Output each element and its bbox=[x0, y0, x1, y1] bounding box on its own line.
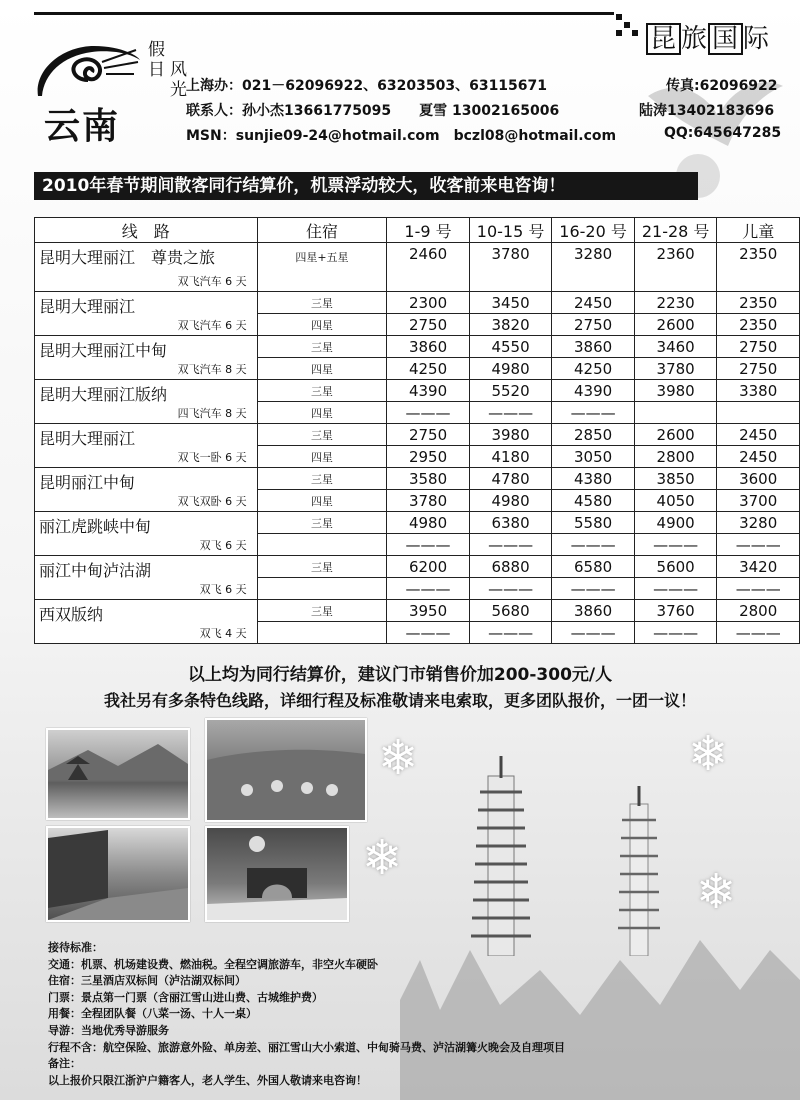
table-header-3: 10-15 号 bbox=[469, 218, 552, 243]
price-cell: 2350 bbox=[717, 243, 800, 292]
msn-contacts: MSN：sunjie09-24@hotmail.com bczl08@hotmail.com bbox=[186, 128, 617, 144]
brand-dots-icon bbox=[614, 12, 644, 42]
route-transport: 双飞 4 天 bbox=[199, 627, 247, 640]
price-cell: 3780 bbox=[387, 490, 470, 512]
price-cell: 2850 bbox=[552, 424, 635, 446]
price-cell: 3450 bbox=[469, 292, 552, 314]
price-cell bbox=[717, 402, 800, 424]
price-cell: 3860 bbox=[552, 600, 635, 622]
price-cell: 2450 bbox=[717, 446, 800, 468]
snowflake-icon: ❄ bbox=[696, 864, 737, 920]
route-name: 昆明大理丽江 bbox=[39, 297, 136, 316]
price-cell: 2800 bbox=[634, 446, 717, 468]
price-cell: 4980 bbox=[469, 490, 552, 512]
brand-char: 昆 bbox=[646, 23, 681, 55]
price-cell: ——— bbox=[552, 534, 635, 556]
price-cell: 5600 bbox=[634, 556, 717, 578]
price-cell: ——— bbox=[469, 534, 552, 556]
price-cell: 4780 bbox=[469, 468, 552, 490]
price-cell: 2450 bbox=[717, 424, 800, 446]
table-header-1: 住宿 bbox=[257, 218, 387, 243]
route-cell bbox=[35, 336, 258, 380]
retail-price-note: 以上均为同行结算价，建议门市销售价加200-300元/人 bbox=[187, 665, 613, 685]
brand-char: 国 bbox=[708, 23, 743, 55]
service-terms bbox=[48, 940, 565, 1089]
price-cell: 3700 bbox=[717, 490, 800, 512]
terms-line: 备注： bbox=[48, 1057, 81, 1071]
price-cell: ——— bbox=[717, 622, 800, 644]
price-cell: 2950 bbox=[387, 446, 470, 468]
table-row bbox=[35, 600, 800, 622]
price-cell: 2750 bbox=[552, 314, 635, 336]
price-cell bbox=[634, 402, 717, 424]
terms-line: 导游：当地优秀导游服务 bbox=[48, 1023, 169, 1037]
route-transport: 双飞汽车 6 天 bbox=[177, 319, 247, 332]
price-cell: ——— bbox=[469, 578, 552, 600]
table-row bbox=[35, 556, 800, 578]
route-transport: 双飞 6 天 bbox=[199, 583, 247, 596]
price-cell: 3950 bbox=[387, 600, 470, 622]
table-header-6: 儿童 bbox=[717, 218, 800, 243]
price-cell: 3460 bbox=[634, 336, 717, 358]
price-cell: 3380 bbox=[717, 380, 800, 402]
accommodation-cell: 四星 bbox=[257, 314, 387, 336]
accommodation-cell: 四星 bbox=[257, 358, 387, 380]
route-name: 昆明大理丽江 尊贵之旅 bbox=[39, 248, 216, 267]
photo-pavilion-lake bbox=[46, 728, 190, 820]
brand-char: 旅 bbox=[681, 24, 709, 54]
snowflake-icon: ❄ bbox=[378, 730, 419, 786]
price-cell: 6880 bbox=[469, 556, 552, 578]
table-row bbox=[35, 336, 800, 358]
price-cell: 2360 bbox=[634, 243, 717, 292]
price-cell: 2750 bbox=[387, 424, 470, 446]
price-cell: 2460 bbox=[387, 243, 470, 292]
route-name: 丽江虎跳峡中甸 bbox=[39, 517, 152, 536]
price-cell: 3050 bbox=[552, 446, 635, 468]
price-cell: ——— bbox=[717, 534, 800, 556]
table-row bbox=[35, 512, 800, 534]
table-row bbox=[35, 468, 800, 490]
price-cell: 3760 bbox=[634, 600, 717, 622]
accommodation-cell: 四星 bbox=[257, 490, 387, 512]
logo-tagline-1: 假日 bbox=[148, 40, 165, 80]
accommodation-cell bbox=[257, 534, 387, 556]
price-cell: 4980 bbox=[387, 512, 470, 534]
route-name: 西双版纳 bbox=[39, 605, 104, 624]
route-transport: 双飞双卧 6 天 bbox=[177, 495, 247, 508]
terms-line: 住宿：三星酒店双标间（泸沽湖双标间） bbox=[48, 974, 246, 988]
accommodation-cell: 三星 bbox=[257, 336, 387, 358]
accommodation-cell: 三星 bbox=[257, 556, 387, 578]
fax-number: 传真:62096922 bbox=[666, 78, 778, 94]
terms-line: 行程不含：航空保险、旅游意外险、单房差、丽江雪山大小索道、中甸骑马费、泸沽湖篝火晚会及自理项目 bbox=[48, 1040, 565, 1054]
snowflake-icon: ❄ bbox=[362, 830, 403, 886]
price-cell: ——— bbox=[634, 534, 717, 556]
price-cell: 5580 bbox=[552, 512, 635, 534]
route-transport: 四飞汽车 8 天 bbox=[177, 407, 247, 420]
price-cell: ——— bbox=[634, 622, 717, 644]
price-cell: 2230 bbox=[634, 292, 717, 314]
accommodation-cell: 四星 bbox=[257, 402, 387, 424]
price-cell: 2450 bbox=[552, 292, 635, 314]
route-name: 丽江中甸泸沽湖 bbox=[39, 561, 152, 580]
terms-line: 以上报价只限江浙沪户籍客人，老人学生、外国人敬请来电咨询！ bbox=[48, 1073, 367, 1087]
price-cell: 4050 bbox=[634, 490, 717, 512]
accommodation-cell bbox=[257, 578, 387, 600]
logo-swirl-icon bbox=[32, 40, 144, 102]
price-cell: 5520 bbox=[469, 380, 552, 402]
accommodation-cell: 三星 bbox=[257, 424, 387, 446]
shanghai-office-phones: 上海办：021－62096922、63203503、63115671 bbox=[186, 78, 548, 94]
price-cell: ——— bbox=[469, 622, 552, 644]
terms-line: 接待标准： bbox=[48, 941, 103, 954]
price-cell: 2350 bbox=[717, 292, 800, 314]
price-cell: 2750 bbox=[717, 336, 800, 358]
photo-old-town-canal bbox=[46, 826, 190, 922]
route-cell bbox=[35, 556, 258, 600]
route-name: 昆明丽江中甸 bbox=[39, 473, 136, 492]
accommodation-cell: 三星 bbox=[257, 292, 387, 314]
route-name: 昆明大理丽江版纳 bbox=[39, 385, 168, 404]
route-name: 昆明大理丽江 bbox=[39, 429, 136, 448]
table-row bbox=[35, 243, 800, 292]
accommodation-cell: 四星 bbox=[257, 446, 387, 468]
brand-name bbox=[646, 18, 770, 55]
accommodation-cell: 三星 bbox=[257, 512, 387, 534]
route-transport: 双飞 6 天 bbox=[199, 539, 247, 552]
table-row bbox=[35, 380, 800, 402]
logo-text: 云南 bbox=[44, 105, 121, 147]
price-banner: 2010年春节期间散客同行结算价，机票浮动较大，收客前来电咨询！ bbox=[34, 172, 698, 200]
price-cell: 4250 bbox=[387, 358, 470, 380]
price-cell: 3780 bbox=[469, 243, 552, 292]
logo-tagline-2: 风光 bbox=[170, 60, 187, 100]
price-cell: 3980 bbox=[634, 380, 717, 402]
price-cell: 2750 bbox=[387, 314, 470, 336]
price-cell: 2300 bbox=[387, 292, 470, 314]
price-cell: 3860 bbox=[552, 336, 635, 358]
price-cell: 4390 bbox=[552, 380, 635, 402]
route-cell bbox=[35, 512, 258, 556]
price-cell: 3580 bbox=[387, 468, 470, 490]
terms-line: 交通：机票、机场建设费、燃油税。全程空调旅游车，非空火车硬卧 bbox=[48, 957, 378, 971]
terms-line: 用餐：全程团队餐（八菜一汤、十人一桌） bbox=[48, 1007, 257, 1021]
brand-char: 际 bbox=[743, 24, 771, 54]
price-cell: ——— bbox=[552, 578, 635, 600]
price-cell: 3600 bbox=[717, 468, 800, 490]
qq-number: QQ:645647285 bbox=[664, 125, 782, 141]
price-cell: 2800 bbox=[717, 600, 800, 622]
price-cell: 2750 bbox=[717, 358, 800, 380]
contact-persons: 联系人：孙小杰13661775095 夏雪 13002165006 bbox=[186, 103, 560, 119]
price-cell: 2600 bbox=[634, 314, 717, 336]
terms-line: 门票：景点第一门票（含丽江雪山进山费、古城维护费） bbox=[48, 990, 323, 1004]
price-cell: 4900 bbox=[634, 512, 717, 534]
price-cell: 4390 bbox=[387, 380, 470, 402]
price-cell: ——— bbox=[387, 402, 470, 424]
price-cell: 2600 bbox=[634, 424, 717, 446]
price-cell: ——— bbox=[469, 402, 552, 424]
price-cell: 4550 bbox=[469, 336, 552, 358]
route-cell bbox=[35, 292, 258, 336]
price-cell: 3420 bbox=[717, 556, 800, 578]
price-cell: 6380 bbox=[469, 512, 552, 534]
contact-person-lutao: 陆涛13402183696 bbox=[639, 103, 775, 119]
snowflake-icon: ❄ bbox=[688, 726, 729, 782]
price-cell: ——— bbox=[634, 578, 717, 600]
price-cell: 6580 bbox=[552, 556, 635, 578]
route-cell bbox=[35, 424, 258, 468]
accommodation-cell: 三星 bbox=[257, 600, 387, 622]
table-row bbox=[35, 292, 800, 314]
price-cell: ——— bbox=[552, 402, 635, 424]
price-cell: 2350 bbox=[717, 314, 800, 336]
accommodation-cell: 三星 bbox=[257, 380, 387, 402]
price-cell: 6200 bbox=[387, 556, 470, 578]
price-cell: 3780 bbox=[634, 358, 717, 380]
price-cell: ——— bbox=[552, 622, 635, 644]
accommodation-cell bbox=[257, 622, 387, 644]
price-cell: ——— bbox=[717, 578, 800, 600]
price-cell: 4380 bbox=[552, 468, 635, 490]
price-cell: ——— bbox=[387, 534, 470, 556]
price-table bbox=[34, 217, 800, 644]
price-cell: 3860 bbox=[387, 336, 470, 358]
route-cell bbox=[35, 243, 258, 292]
more-routes-note: 我社另有多条特色线路，详细行程及标准敬请来电索取，更多团队报价，一团一议！ bbox=[103, 691, 696, 710]
price-cell: 3980 bbox=[469, 424, 552, 446]
table-header-2: 1-9 号 bbox=[387, 218, 470, 243]
photo-tea-field-people bbox=[205, 718, 367, 822]
route-cell bbox=[35, 600, 258, 644]
price-cell: 3850 bbox=[634, 468, 717, 490]
table-row bbox=[35, 424, 800, 446]
price-cell: 3820 bbox=[469, 314, 552, 336]
table-header-5: 21-28 号 bbox=[634, 218, 717, 243]
route-cell bbox=[35, 468, 258, 512]
price-cell: 4250 bbox=[552, 358, 635, 380]
price-cell: 3280 bbox=[552, 243, 635, 292]
price-cell: ——— bbox=[387, 622, 470, 644]
price-cell: 5680 bbox=[469, 600, 552, 622]
table-header-4: 16-20 号 bbox=[552, 218, 635, 243]
route-transport: 双飞一卧 6 天 bbox=[177, 451, 247, 464]
route-name: 昆明大理丽江中甸 bbox=[39, 341, 168, 360]
header-rule bbox=[34, 12, 614, 15]
table-header-row bbox=[35, 218, 800, 243]
table-header-0: 线 路 bbox=[35, 218, 258, 243]
route-cell bbox=[35, 380, 258, 424]
price-cell: 4180 bbox=[469, 446, 552, 468]
price-cell: 4580 bbox=[552, 490, 635, 512]
photo-snow-gate bbox=[205, 826, 349, 922]
price-cell: ——— bbox=[387, 578, 470, 600]
route-transport: 双飞汽车 6 天 bbox=[177, 275, 247, 288]
route-transport: 双飞汽车 8 天 bbox=[177, 363, 247, 376]
price-cell: 3280 bbox=[717, 512, 800, 534]
accommodation-cell: 三星 bbox=[257, 468, 387, 490]
accommodation-cell: 四星+五星 bbox=[257, 243, 387, 292]
price-cell: 4980 bbox=[469, 358, 552, 380]
